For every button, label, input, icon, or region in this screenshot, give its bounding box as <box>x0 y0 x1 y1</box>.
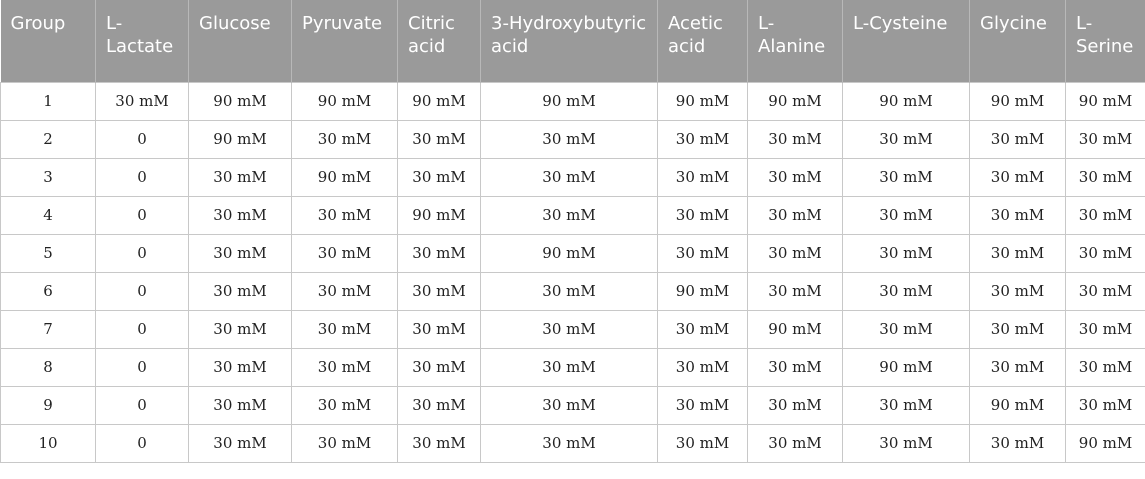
table-cell: 90 mM <box>481 82 658 120</box>
table-cell: 30 mM <box>748 272 843 310</box>
table-cell: 30 mM <box>843 234 970 272</box>
table-cell: 30 mM <box>970 424 1066 462</box>
table-cell: 30 mM <box>189 424 292 462</box>
table-row <box>1 120 1145 158</box>
table-cell: 30 mM <box>658 386 748 424</box>
table-cell: 30 mM <box>970 234 1066 272</box>
table-cell: 30 mM <box>481 196 658 234</box>
table-cell: 0 <box>96 196 189 234</box>
table-cell: 30 mM <box>970 272 1066 310</box>
table-row <box>1 348 1145 386</box>
table-cell: 30 mM <box>481 348 658 386</box>
table-cell: 90 mM <box>970 82 1066 120</box>
table-cell: 90 mM <box>481 234 658 272</box>
table-cell: 30 mM <box>189 386 292 424</box>
table-cell: 30 mM <box>658 310 748 348</box>
table-cell: 30 mM <box>189 196 292 234</box>
table-cell: 90 mM <box>292 82 398 120</box>
table-cell: 90 mM <box>398 82 481 120</box>
table-cell: 90 mM <box>189 120 292 158</box>
table-cell: 30 mM <box>481 158 658 196</box>
table-cell: 30 mM <box>1066 120 1145 158</box>
table-cell: 30 mM <box>1066 348 1145 386</box>
table-cell: 30 mM <box>843 424 970 462</box>
table-cell: 30 mM <box>398 272 481 310</box>
table-cell: 30 mM <box>843 158 970 196</box>
table-row <box>1 386 1145 424</box>
table-cell: 7 <box>1 310 96 348</box>
table-cell: 0 <box>96 348 189 386</box>
table-cell: 30 mM <box>292 348 398 386</box>
table-cell: 0 <box>96 310 189 348</box>
header-row <box>1 0 1145 82</box>
table-cell: 9 <box>1 386 96 424</box>
table-cell: 90 mM <box>189 82 292 120</box>
table-row <box>1 310 1145 348</box>
table-cell: 30 mM <box>398 120 481 158</box>
table-cell: 30 mM <box>970 310 1066 348</box>
table-cell: 30 mM <box>658 120 748 158</box>
table-cell: 30 mM <box>748 196 843 234</box>
table-cell: 90 mM <box>748 82 843 120</box>
table-cell: 30 mM <box>1066 196 1145 234</box>
header-cell: Citric acid <box>398 0 481 82</box>
header-cell: Group <box>1 0 96 82</box>
table-cell: 5 <box>1 234 96 272</box>
header-cell: L-Lactate <box>96 0 189 82</box>
table-cell: 30 mM <box>1066 310 1145 348</box>
table-cell: 30 mM <box>292 120 398 158</box>
table-cell: 0 <box>96 272 189 310</box>
table-cell: 0 <box>96 234 189 272</box>
table-cell: 30 mM <box>398 424 481 462</box>
table-row <box>1 158 1145 196</box>
table-cell: 3 <box>1 158 96 196</box>
table-row <box>1 196 1145 234</box>
table-cell: 90 mM <box>843 348 970 386</box>
table-cell: 30 mM <box>658 158 748 196</box>
table-cell: 90 mM <box>970 386 1066 424</box>
table-cell: 0 <box>96 158 189 196</box>
table-cell: 90 mM <box>398 196 481 234</box>
table-row <box>1 234 1145 272</box>
table-cell: 30 mM <box>748 120 843 158</box>
table-cell: 30 mM <box>96 82 189 120</box>
table-cell: 30 mM <box>970 158 1066 196</box>
header-cell: Pyruvate <box>292 0 398 82</box>
table-cell: 30 mM <box>843 310 970 348</box>
table-cell: 30 mM <box>481 310 658 348</box>
table-cell: 30 mM <box>398 310 481 348</box>
table-cell: 90 mM <box>1066 82 1145 120</box>
table-row <box>1 424 1145 462</box>
table-cell: 30 mM <box>1066 272 1145 310</box>
table-cell: 30 mM <box>1066 234 1145 272</box>
table-cell: 30 mM <box>189 348 292 386</box>
table-cell: 30 mM <box>292 424 398 462</box>
table-cell: 30 mM <box>748 348 843 386</box>
table-cell: 90 mM <box>1066 424 1145 462</box>
table-cell: 0 <box>96 386 189 424</box>
table-cell: 30 mM <box>658 348 748 386</box>
table-cell: 30 mM <box>843 386 970 424</box>
table-cell: 2 <box>1 120 96 158</box>
table-cell: 30 mM <box>398 348 481 386</box>
table-cell: 30 mM <box>398 158 481 196</box>
table-cell: 10 <box>1 424 96 462</box>
table-cell: 30 mM <box>398 234 481 272</box>
table-cell: 30 mM <box>189 310 292 348</box>
table-cell: 30 mM <box>292 272 398 310</box>
table-cell: 30 mM <box>970 120 1066 158</box>
header-cell: Glucose <box>189 0 292 82</box>
table-row <box>1 82 1145 120</box>
table-cell: 30 mM <box>189 234 292 272</box>
table-body <box>1 82 1145 462</box>
table-cell: 0 <box>96 424 189 462</box>
table-cell: 30 mM <box>481 272 658 310</box>
table-cell: 30 mM <box>658 424 748 462</box>
table-cell: 30 mM <box>292 234 398 272</box>
table-row <box>1 272 1145 310</box>
table-cell: 90 mM <box>658 272 748 310</box>
table-cell: 30 mM <box>1066 158 1145 196</box>
table-cell: 4 <box>1 196 96 234</box>
table-cell: 30 mM <box>481 120 658 158</box>
table-cell: 30 mM <box>481 386 658 424</box>
table-cell: 30 mM <box>748 158 843 196</box>
table-cell: 90 mM <box>843 82 970 120</box>
table-cell: 30 mM <box>398 386 481 424</box>
table-cell: 30 mM <box>748 234 843 272</box>
table-cell: 90 mM <box>292 158 398 196</box>
table-cell: 30 mM <box>1066 386 1145 424</box>
table-cell: 30 mM <box>970 348 1066 386</box>
table-cell: 30 mM <box>658 234 748 272</box>
table-cell: 30 mM <box>189 158 292 196</box>
table-cell: 0 <box>96 120 189 158</box>
table-cell: 30 mM <box>292 310 398 348</box>
header-cell: L-Cysteine <box>843 0 970 82</box>
table-cell: 30 mM <box>292 386 398 424</box>
header-cell: L-Alanine <box>748 0 843 82</box>
table-cell: 30 mM <box>843 196 970 234</box>
table-cell: 30 mM <box>748 386 843 424</box>
table-cell: 1 <box>1 82 96 120</box>
table-cell: 30 mM <box>189 272 292 310</box>
table-cell: 30 mM <box>748 424 843 462</box>
table-cell: 90 mM <box>748 310 843 348</box>
table-cell: 8 <box>1 348 96 386</box>
header-cell: L-Serine <box>1066 0 1145 82</box>
table-cell: 30 mM <box>658 196 748 234</box>
table-cell: 30 mM <box>843 120 970 158</box>
table-cell: 30 mM <box>292 196 398 234</box>
table-cell: 30 mM <box>843 272 970 310</box>
table-cell: 6 <box>1 272 96 310</box>
table-cell: 30 mM <box>481 424 658 462</box>
table-cell: 30 mM <box>970 196 1066 234</box>
table-cell: 90 mM <box>658 82 748 120</box>
header-cell: 3-Hydroxybutyric acid <box>481 0 658 82</box>
header-cell: Glycine <box>970 0 1066 82</box>
header-cell: Acetic acid <box>658 0 748 82</box>
